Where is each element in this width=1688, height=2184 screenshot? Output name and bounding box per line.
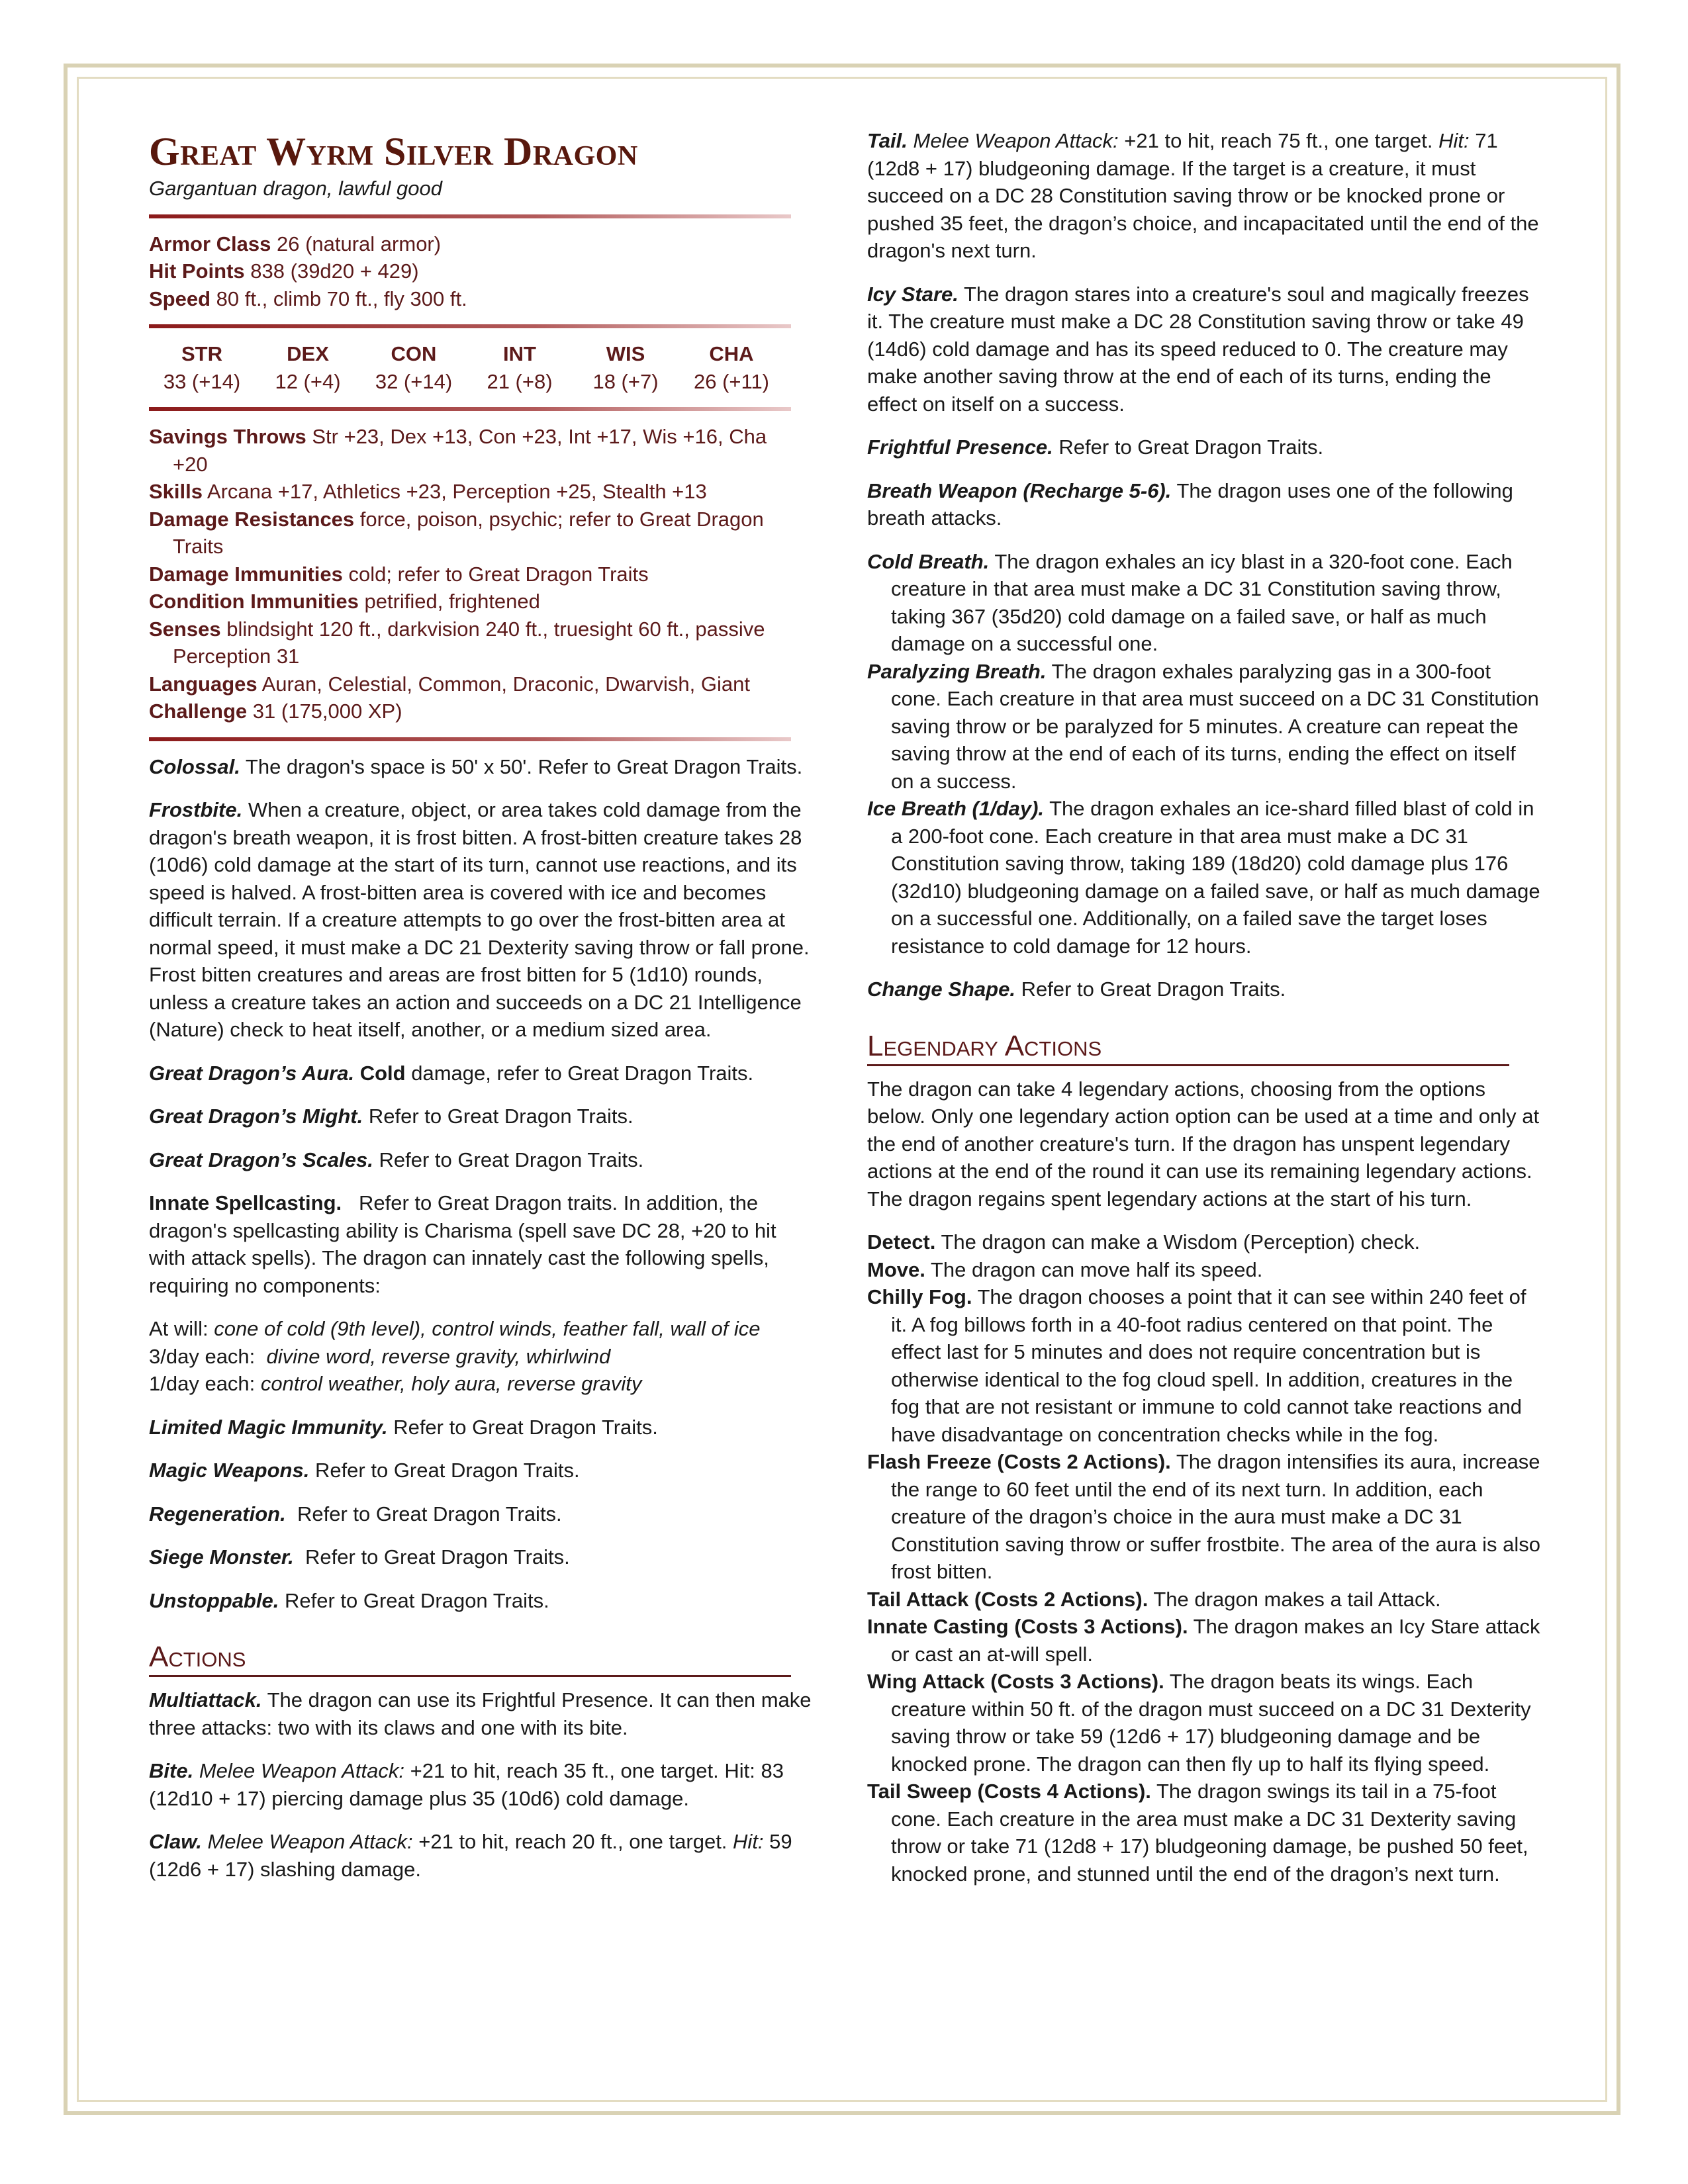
senses: Senses blindsight 120 ft., darkvision 240 ft., truesight 60 ft., passive Perception 31 — [149, 617, 765, 668]
hit-points: Hit Points 838 (39d20 + 429) — [149, 259, 419, 283]
basic-stats — [149, 230, 818, 313]
saving-throws: Savings Throws Str +23, Dex +13, Con +23, Int +17, Wis +16, Cha +20 — [149, 425, 767, 476]
legendary-wing-attack: Wing Attack (Costs 3 Actions). The dragon beats its wings. Each creature within 50 ft. of the dragon must succeed on a DC 31 Dexterity saving throw or take 59 (12d6 + 17) bludgeoning damage and be knocked prone. The dragon can then fly up to half its flying speed. — [867, 1670, 1531, 1776]
ability-wis: WIS 18 (+7) — [592, 342, 659, 393]
ability-scores — [149, 340, 784, 395]
legendary-intro: The dragon can take 4 legendary actions, choosing from the options below. Only one legendary action option can be used at a time and only at the end of another creature's turn. If the dragon has unspent legendary actions at the end of the round it can use its remaining legendary actions. The dragon regains spent legendary actions at the start of his turn. — [867, 1077, 1540, 1210]
trait-aura: Great Dragon’s Aura. Cold damage, refer to Great Dragon Traits. — [149, 1061, 754, 1085]
divider — [149, 324, 791, 328]
action-tail: Tail. Melee Weapon Attack: +21 to hit, reach 75 ft., one target. Hit: 71 (12d8 + 17) bludgeoning damage. If the target is a creature, it must succeed on a DC 28 Constitution saving throw or be knocked prone or pushed 35 feet, the dragon’s choice, and incapacitated until the end of the dragon's next turn. — [867, 129, 1539, 262]
action-frightful-presence: Frightful Presence. Refer to Great Dragon Traits. — [867, 435, 1324, 459]
monster-subtitle: Gargantuan dragon, lawful good — [149, 177, 442, 200]
breath-cold: Cold Breath. The dragon exhales an icy blast in a 320-foot cone. Each creature in that area must make a DC 31 Constitution saving throw, taking 367 (35d20) cold damage on a failed save, or half as much damage on a successful one. — [867, 549, 1513, 655]
ability-dex: DEX 12 (+4) — [275, 342, 341, 393]
trait-magic-weapons: Magic Weapons. Refer to Great Dragon Traits. — [149, 1459, 580, 1482]
speed: Speed 80 ft., climb 70 ft., fly 300 ft. — [149, 287, 467, 310]
spell-list-3-day: 3/day each: divine word, reverse gravity, whirlwind — [149, 1344, 611, 1368]
action-icy-stare: Icy Stare. The dragon stares into a creature's soul and magically freezes it. The creature must make a DC 28 Constitution saving throw or take 49 (14d6) cold damage and has its speed reduced to 0. The creature may make another saving throw at the end of each of its turns, ending the effect on itself on a success. — [867, 282, 1529, 416]
trait-might: Great Dragon’s Might. Refer to Great Dragon Traits. — [149, 1105, 633, 1128]
action-bite: Bite. Melee Weapon Attack: +21 to hit, reach 35 ft., one target. Hit: 83 (12d10 + 17) piercing damage plus 35 (10d6) cold damage. — [149, 1759, 784, 1810]
condition-immunities: Condition Immunities petrified, frightened — [149, 590, 540, 613]
challenge: Challenge 31 (175,000 XP) — [149, 700, 402, 723]
monster-title: Great Wyrm Silver Dragon — [149, 130, 638, 173]
actions-header: Actions — [149, 1641, 791, 1677]
languages: Languages Auran, Celestial, Common, Draconic, Dwarvish, Giant — [149, 672, 750, 696]
trait-unstoppable: Unstoppable. Refer to Great Dragon Traits. — [149, 1588, 549, 1612]
legendary-flash-freeze: Flash Freeze (Costs 2 Actions). The dragon intensifies its aura, increase the range to 60 feet until the end of its next turn. In addition, each creature of the dragon’s choice in the aura must make a DC 31 Constitution saving throw or suffer frostbite. The area of the aura is also frost bitten. — [867, 1450, 1541, 1583]
spell-list-at-will: At will: cone of cold (9th level), control winds, feather fall, wall of ice — [149, 1317, 761, 1340]
action-claw: Claw. Melee Weapon Attack: +21 to hit, reach 20 ft., one target. Hit: 59 (12d6 + 17) slashing damage. — [149, 1830, 792, 1881]
divider — [149, 737, 791, 741]
ability-cha: CHA 26 (+11) — [693, 342, 770, 393]
action-breath-weapon: Breath Weapon (Recharge 5-6). The dragon uses one of the following breath attacks. — [867, 478, 1513, 529]
legendary-move: Move. The dragon can move half its speed. — [867, 1257, 1263, 1281]
legendary-tail-sweep: Tail Sweep (Costs 4 Actions). The dragon swings its tail in a 75-foot cone. Each creature in the area must make a DC 31 Dexterity saving throw or take 71 (12d8 + 17) bludgeoning damage, be pushed 50 feet, knocked prone, and stunned until the end of the dragon’s next turn. — [867, 1780, 1528, 1886]
legendary-innate-casting: Innate Casting (Costs 3 Actions). The dragon makes an Icy Stare attack or cast an at-will spell. — [867, 1615, 1540, 1666]
damage-immunities: Damage Immunities cold; refer to Great Dragon Traits — [149, 562, 649, 586]
breath-list — [867, 548, 1542, 960]
breath-ice: Ice Breath (1/day). The dragon exhales an ice-shard filled blast of cold in a 200-foot cone. Each creature in that area must make a DC 31 Constitution saving throw, taking 189 (18d20) cold damage plus 176 (32d10) bludgeoning damage on a failed save, or half as much damage on a successful one. Additionally, on a failed save the target loses resistance to cold damage for 12 hours. — [867, 797, 1540, 958]
skills: Skills Arcana +17, Athletics +23, Perception +25, Stealth +13 — [149, 480, 707, 503]
trait-colossal: Colossal. The dragon's space is 50' x 50'. Refer to Great Dragon Traits. — [149, 754, 803, 778]
right-column — [867, 127, 1542, 1888]
divider — [149, 214, 791, 218]
left-column — [149, 130, 818, 1899]
divider — [149, 407, 791, 411]
armor-class: Armor Class 26 (natural armor) — [149, 232, 442, 255]
spell-list-1-day: 1/day each: control weather, holy aura, reverse gravity — [149, 1372, 642, 1395]
trait-frostbite: Frostbite. When a creature, object, or area takes cold damage from the dragon's breath weapon, it is frost bitten. A frost-bitten creature takes 28 (10d6) cold damage at the start of its turn, cannot use reactions, and its speed is halved. A frost-bitten area is covered with ice and becomes difficult terrain. If a creature attempts to go over the frost-bitten area at normal speed, it must make a DC 21 Dexterity saving throw or fall prone. Frost bitten creatures and areas are frost bitten for 5 (1d10) rounds, unless a creature takes an action and succeeds on a DC 21 Intelligence (Nature) check to heat itself, another, or a medium sized area. — [149, 798, 810, 1041]
legendary-tail-attack: Tail Attack (Costs 2 Actions). The dragon makes a tail Attack. — [867, 1587, 1441, 1611]
legendary-actions-header: Legendary Actions — [867, 1030, 1509, 1066]
trait-spellcasting: Innate Spellcasting. Refer to Great Dragon traits. In addition, the dragon's spellcasting ability is Charisma (spell save DC 28, +20 to hit with attack spells). The dragon can innately cast the following spells, requiring no components: — [149, 1191, 782, 1297]
action-change-shape: Change Shape. Refer to Great Dragon Traits. — [867, 978, 1286, 1001]
damage-resistances: Damage Resistances force, poison, psychic; refer to Great Dragon Traits — [149, 507, 764, 558]
trait-siege-monster: Siege Monster. Refer to Great Dragon Traits. — [149, 1545, 570, 1569]
spell-list — [149, 1315, 818, 1398]
ability-con: CON 32 (+14) — [375, 342, 453, 393]
trait-scales: Great Dragon’s Scales. Refer to Great Dragon Traits. — [149, 1148, 644, 1171]
ability-int: INT 21 (+8) — [487, 342, 553, 393]
legendary-chilly-fog: Chilly Fog. The dragon chooses a point that it can see within 240 feet of it. A fog billows forth in a 40-foot radius centered on that point. The effect last for 5 minutes and does not require concentration but is otherwise identical to the fog cloud spell. In addition, creatures in the fog that are not resistant or immune to cold cannot take reactions and have disadvantage on concentration checks while in the fog. — [867, 1285, 1526, 1446]
trait-regeneration: Regeneration. Refer to Great Dragon Traits. — [149, 1502, 562, 1525]
legendary-detect: Detect. The dragon can make a Wisdom (Perception) check. — [867, 1230, 1421, 1253]
details — [149, 423, 798, 725]
legendary-list — [867, 1228, 1542, 1888]
ability-str: STR 33 (+14) — [163, 342, 241, 393]
action-multiattack: Multiattack. The dragon can use its Frightful Presence. It can then make three attacks: two with its claws and one with its bite. — [149, 1688, 812, 1739]
trait-limited-magic-immunity: Limited Magic Immunity. Refer to Great Dragon Traits. — [149, 1415, 658, 1439]
breath-paralyzing: Paralyzing Breath. The dragon exhales paralyzing gas in a 300-foot cone. Each creature in that area must succeed on a DC 31 Constitution saving throw or be paralyzed for 5 minutes. A creature can repeat the saving throw at the end of each of its turns, ending the effect on itself on a success. — [867, 659, 1539, 793]
